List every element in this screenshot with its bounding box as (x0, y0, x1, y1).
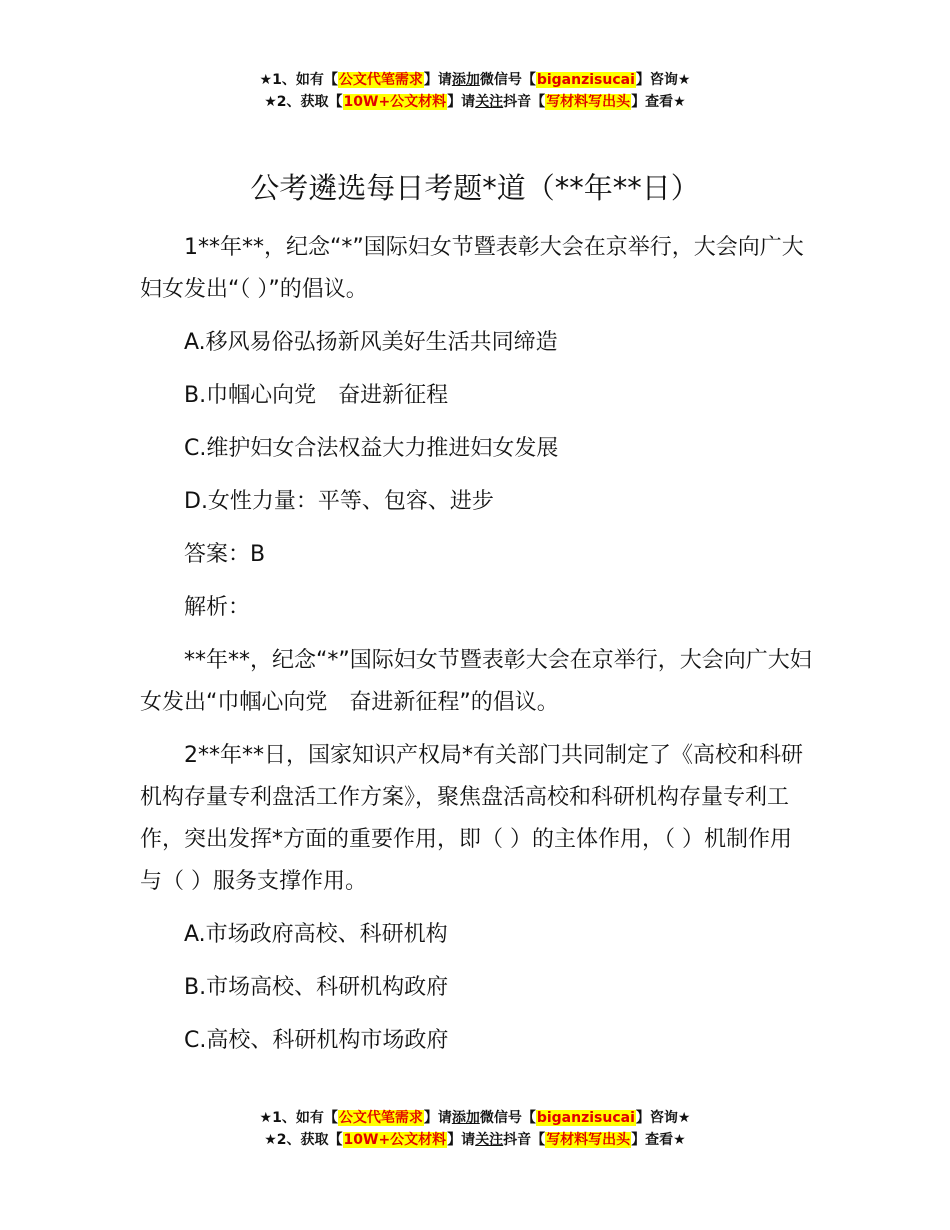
q1-option-b: B.巾帼心向党 奋进新征程 (184, 383, 449, 408)
banner-text: 微信号【 (479, 72, 536, 88)
banner-text: ★1、如有【 (259, 1110, 338, 1126)
banner-highlight: 写材料写出头 (546, 1132, 631, 1148)
banner-text: 】咨询★ (635, 72, 691, 88)
banner-line-1 (0, 69, 950, 91)
q2-option-a: A.市场政府高校、科研机构 (184, 922, 448, 947)
page-title: 公考遴选每日考题*道（**年**日） (250, 171, 700, 205)
banner-text: 】请 (423, 72, 452, 88)
banner-underlined: 关注 (475, 94, 504, 110)
question-2: 2**年**日，国家知识产权局*有关部门共同制定了《高校和科研机构存量专利盘活工作方案》，聚焦盘活高校和科研机构存量专利工作，突出发挥*方面的重要作用，即（ ）的主体作用，（ ）机制作用与（ ）服务支撑作用。 (140, 743, 803, 894)
banner-underlined: 关注 (475, 1132, 504, 1148)
banner-text: ★1、如有【 (259, 72, 338, 88)
banner-underlined: 添加 (451, 1110, 480, 1126)
banner-highlight: biganzisucai (536, 72, 635, 88)
banner-text: 微信号【 (479, 1110, 536, 1126)
banner-text: 】咨询★ (635, 1110, 691, 1126)
banner-line-1 (0, 1107, 950, 1129)
q1-analysis-label: 解析： (184, 595, 251, 620)
banner-line-2 (0, 1129, 950, 1151)
q1-option-a: A.移风易俗弘扬新风美好生活共同缔造 (184, 330, 558, 355)
question-1: 1**年**，纪念“*”国际妇女节暨表彰大会在京举行，大会向广大妇女发出“（ ）”的倡议。 (140, 235, 804, 302)
q1-option-d: D.女性力量：平等、包容、进步 (184, 489, 494, 514)
banner-text: 】查看★ (631, 94, 686, 110)
q2-option-c: C.高校、科研机构市场政府 (184, 1028, 449, 1053)
banner-highlight: 公文代笔需求 (338, 1110, 423, 1126)
banner-text: 抖音【 (503, 94, 546, 110)
banner-highlight: 公文代笔需求 (338, 72, 423, 88)
bottom-banner (0, 1107, 950, 1151)
banner-text: 】请 (423, 1110, 452, 1126)
banner-text: ★2、获取【 (264, 94, 343, 110)
banner-text: 】查看★ (631, 1132, 686, 1148)
q1-answer: 答案：B (184, 542, 266, 567)
banner-text: ★2、获取【 (264, 1132, 343, 1148)
q1-option-c: C.维护妇女合法权益大力推进妇女发展 (184, 436, 559, 461)
top-banner (0, 69, 950, 113)
banner-highlight: 10W+公文材料 (343, 94, 447, 110)
banner-highlight: 10W+公文材料 (343, 1132, 447, 1148)
document-body (140, 227, 812, 1073)
banner-highlight: biganzisucai (536, 1110, 635, 1126)
banner-text: 】请 (447, 1132, 476, 1148)
banner-text: 】请 (447, 94, 476, 110)
q2-option-b: B.市场高校、科研机构政府 (184, 975, 449, 1000)
q1-analysis: **年**，纪念“*”国际妇女节暨表彰大会在京举行，大会向广大妇女发出“巾帼心向党 奋进新征程”的倡议。 (140, 648, 812, 715)
banner-line-2 (0, 91, 950, 113)
banner-highlight: 写材料写出头 (546, 94, 631, 110)
banner-underlined: 添加 (451, 72, 480, 88)
banner-text: 抖音【 (503, 1132, 546, 1148)
